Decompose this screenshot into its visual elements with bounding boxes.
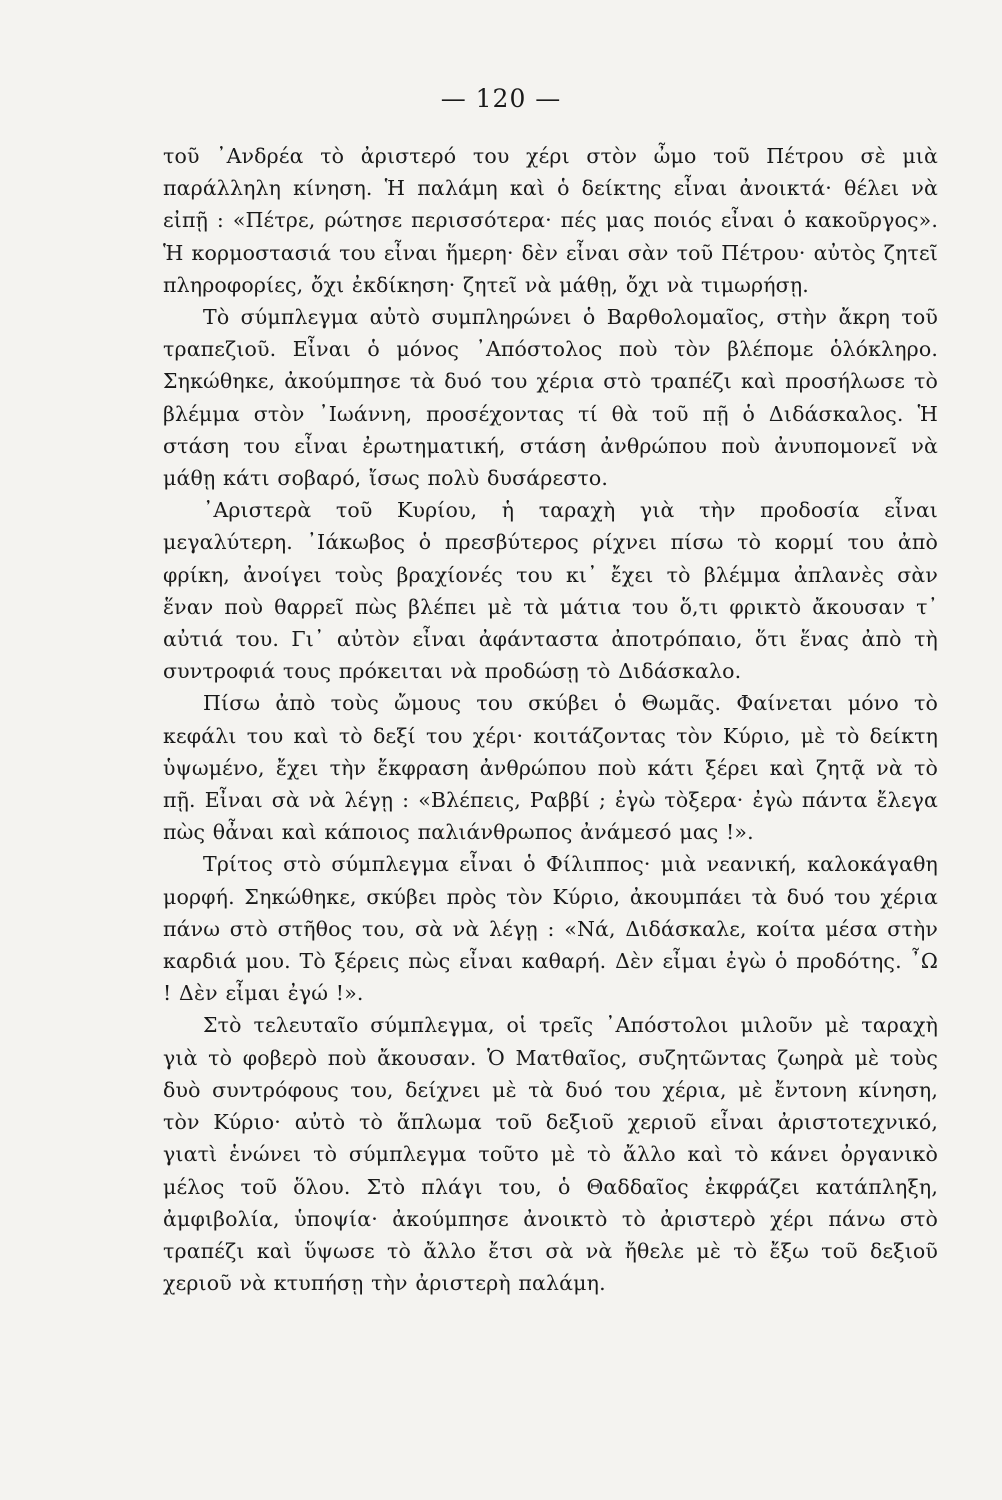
paragraph: Πίσω ἀπὸ τοὺς ὤμους του σκύβει ὁ Θωμᾶς. Φαίνεται μόνο τὸ κεφάλι του καὶ τὸ δεξί του χέρι· κοιτάζοντας τὸν Κύριο, μὲ τὸ δείκτη ὑψωμένο, ἔχει τὴν ἔκφραση ἀνθρώπου ποὺ κάτι ξέρει καὶ ζητᾷ νὰ τὸ πῇ. Εἶναι σὰ νὰ λέγῃ : «Βλέπεις, Ραββί ; ἐγὼ τὸξερα· ἐγὼ πάντα ἔλεγα πὼς θἆναι καὶ κάποιος παλιάνθρωπος ἀνάμεσό μας !». <box>163 691 938 845</box>
paragraph: Τρίτος στὸ σύμπλεγμα εἶναι ὁ Φίλιππος· μιὰ νεανική, καλοκάγαθη μορφή. Σηκώθηκε, σκύβει πρὸς τὸν Κύριο, ἀκουμπάει τὰ δυό του χέρια πάνω στὸ στῆθος του, σὰ νὰ λέγῃ : «Νά, Διδάσκαλε, κοίτα μέσα στὴν καρδιά μου. Τὸ ξέρεις πὼς εἶναι καθαρή. Δὲν εἶμαι ἐγὼ ὁ προδότης. ῏Ω ! Δὲν εἶμαι ἐγώ !». <box>163 852 938 1006</box>
paragraph: Στὸ τελευταῖο σύμπλεγμα, οἱ τρεῖς ᾿Απόστολοι μιλοῦν μὲ ταραχὴ γιὰ τὸ φοβερὸ ποὺ ἄκουσαν. Ὁ Ματθαῖος, συζητῶντας ζωηρὰ μὲ τοὺς δυὸ συντρόφους του, δείχνει μὲ τὰ δυό του χέρια, μὲ ἔντονη κίνηση, τὸν Κύριο· αὐτὸ τὸ ἅπλωμα τοῦ δεξιοῦ χεριοῦ εἶναι ἀριστοτεχνικό, γιατὶ ἑνώνει τὸ σύμπλεγμα τοῦτο μὲ τὸ ἄλλο καὶ τὸ κάνει ὀργανικὸ μέλος τοῦ ὅλου. Στὸ πλάγι του, ὁ Θαδδαῖος ἐκφράζει κατάπληξη, ἀμφιβολία, ὑποψία· ἀκούμπησε ἀνοικτὸ τὸ ἀριστερὸ χέρι πάνω στὸ τραπέζι καὶ ὕψωσε τὸ ἄλλο ἔτσι σὰ νὰ ἤθελε μὲ τὸ ἔξω τοῦ δεξιοῦ χεριοῦ νὰ κτυπήσῃ τὴν ἀριστερὴ παλάμη. <box>163 1013 938 1296</box>
page-number: — 120 — <box>440 84 562 113</box>
paragraph: Τὸ σύμπλεγμα αὐτὸ συμπληρώνει ὁ Βαρθολομαῖος, στὴν ἄκρη τοῦ τραπεζιοῦ. Εἶναι ὁ μόνος ᾿Απόστολος ποὺ τὸν βλέπομε ὁλόκληρο. Σηκώθηκε, ἀκούμπησε τὰ δυό του χέρια στὸ τραπέζι καὶ προσήλωσε τὸ βλέμμα στὸν ᾿Ιωάννη, προσέχοντας τί θὰ τοῦ πῇ ὁ Διδάσκαλος. Ἡ στάση του εἶναι ἐρωτηματική, στάση ἀνθρώπου ποὺ ἀνυπομονεῖ νὰ μάθῃ κάτι σοβαρό, ἴσως πολὺ δυσάρεστο. <box>163 305 938 491</box>
paragraph: τοῦ ᾿Ανδρέα τὸ ἀριστερό του χέρι στὸν ὦμο τοῦ Πέτρου σὲ μιὰ παράλληλη κίνηση. Ἡ παλάμη καὶ ὁ δείκτης εἶναι ἀνοικτά· θέλει νὰ εἰπῇ : «Πέτρε, ρώτησε περισσότερα· πές μας ποιός εἶναι ὁ κακοῦργος». Ἡ κορμοστασιά του εἶναι ἥμερη· δὲν εἶναι σὰν τοῦ Πέτρου· αὐτὸς ζητεῖ πληροφορίες, ὄχι ἐκδίκηση· ζητεῖ νὰ μάθῃ, ὄχι νὰ τιμωρήσῃ. <box>163 144 938 297</box>
paragraph: ᾿Αριστερὰ τοῦ Κυρίου, ἡ ταραχὴ γιὰ τὴν προδοσία εἶναι μεγαλύτερη. ᾿Ιάκωβος ὁ πρεσβύτερος ρίχνει πίσω τὸ κορμί του ἀπὸ φρίκη, ἀνοίγει τοὺς βραχίονές του κι᾿ ἔχει τὸ βλέμμα ἀπλανὲς σὰν ἕναν ποὺ θαρρεῖ πὼς βλέπει μὲ τὰ μάτια του ὅ,τι φρικτὸ ἄκουσαν τ᾿ αὐτιά του. Γι᾿ αὐτὸν εἶναι ἀφάνταστα ἀποτρόπαιο, ὅτι ἕνας ἀπὸ τὴ συντροφιά τους πρόκειται νὰ προδώσῃ τὸ Διδάσκαλο. <box>163 498 938 684</box>
body-text <box>163 140 938 1299</box>
